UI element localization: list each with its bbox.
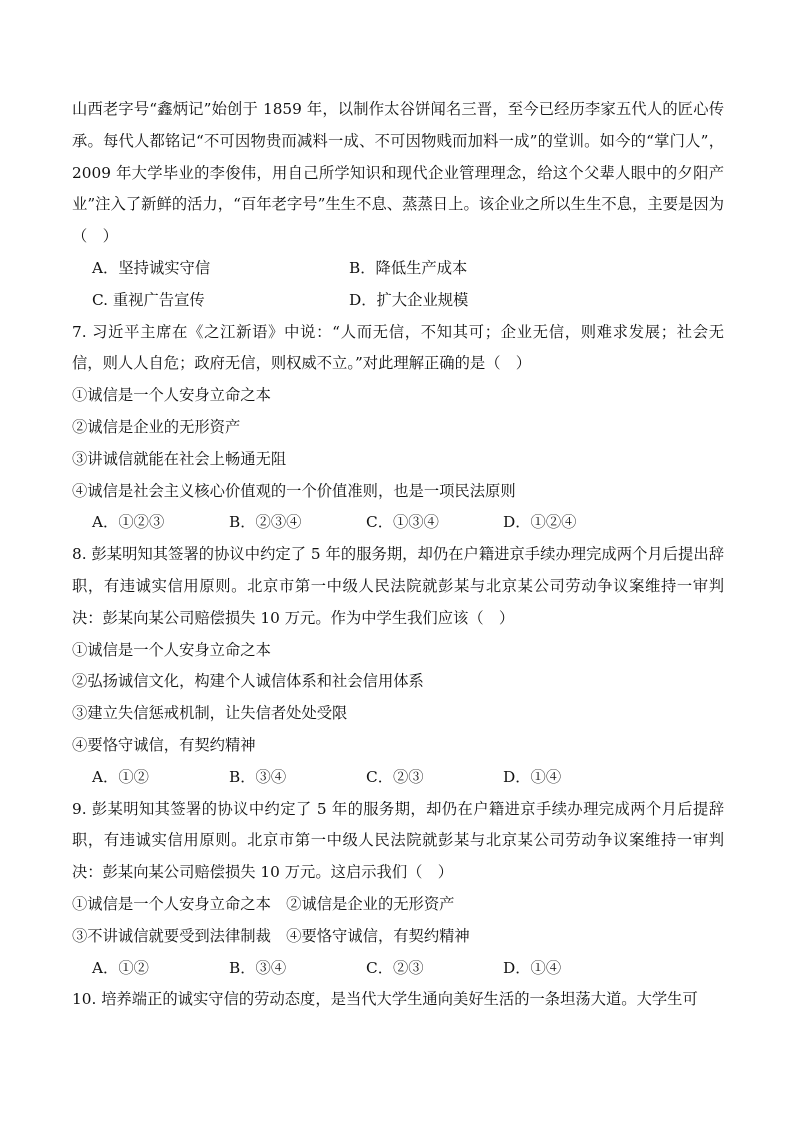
question-8-item-2: ②弘扬诚信文化，构建个人诚信体系和社会信用体系 <box>72 672 424 691</box>
question-8-option-b: B．③④ <box>229 767 287 786</box>
question-7-item-2: ②诚信是企业的无形资产 <box>72 417 241 436</box>
question-8-item-1: ①诚信是一个人安身立命之本 <box>72 640 271 659</box>
question-9-options <box>72 953 724 985</box>
question-7-item-4: ④诚信是社会主义核心价值观的一个价值准则，也是一项民法原则 <box>72 481 516 500</box>
question-6-options-row-2 <box>72 285 724 317</box>
question-9-option-c: C．②③ <box>366 958 424 977</box>
question-7-option-a: A．①②③ <box>92 513 165 532</box>
question-6-options-row-1 <box>72 253 724 285</box>
question-8-option-a: A．①② <box>92 767 149 786</box>
question-6-stem: 山西老字号“鑫炳记”始创于 1859 年，以制作太谷饼闻名三晋，至今已经历李家五代人的匠心传承。每代人都铭记“不可因物贵而减料一成、不可因物贱而加料一成”的堂训。如今的“掌门人”，2009 年大学毕业的李俊伟，用自己所学知识和现代企业管理理念，给这个父辈人眼中的夕阳产业”注入了新鲜的活力，“百年老字号”生生不息、蒸蒸日上。该企业之所以生生不息，主要是因为（ ） <box>72 100 724 246</box>
question-8-item-3: ③建立失信惩戒机制，让失信者处处受限 <box>72 704 348 723</box>
exam-page <box>72 94 724 1016</box>
question-9-option-d: D．①④ <box>503 958 562 977</box>
question-9-items-row-2: ③不讲诚信就要受到法律制裁 ④要恪守诚信，有契约精神 <box>72 926 470 945</box>
question-9-option-a: A．①② <box>92 958 149 977</box>
question-6-option-c: C. 重视广告宣传 <box>92 290 205 309</box>
question-9-stem: 9. 彭某明知其签署的协议中约定了 5 年的服务期，却仍在户籍进京手续办理完成两个月后提辞职，有违诚实信用原则。北京市第一中级人民法院就彭某与北京某公司劳动争议案维持一审判决：彭某向某公司赔偿损失 10 万元。这启示我们（ ） <box>72 799 724 882</box>
question-7-options <box>72 507 724 539</box>
question-8-options <box>72 762 724 794</box>
question-8-item-4: ④要恪守诚信，有契约精神 <box>72 735 256 754</box>
question-7-item-1: ①诚信是一个人安身立命之本 <box>72 386 271 405</box>
question-8-option-d: D．①④ <box>503 767 562 786</box>
question-7-option-b: B．②③④ <box>229 513 302 532</box>
question-7-stem: 7. 习近平主席在《之江新语》中说：“人而无信，不知其可；企业无信，则难求发展；社会无信，则人人自危；政府无信，则权威不立。”对此理解正确的是（ ） <box>72 322 724 373</box>
question-8-stem: 8. 彭某明知其签署的协议中约定了 5 年的服务期，却仍在户籍进京手续办理完成两个月后提出辞职，有违诚实信用原则。北京市第一中级人民法院就彭某与北京某公司劳动争议案维持一审判决：彭某向某公司赔偿损失 10 万元。作为中学生我们应该（ ） <box>72 545 724 627</box>
question-7-option-c: C．①③④ <box>366 513 439 532</box>
question-8-option-c: C．②③ <box>366 767 424 786</box>
question-6-option-a: A．坚持诚实守信 <box>92 258 211 277</box>
question-10-stem: 10. 培养端正的诚实守信的劳动态度，是当代大学生通向美好生活的一条坦荡大道。大学生可 <box>72 990 698 1009</box>
question-9-items-row-1: ①诚信是一个人安身立命之本 ②诚信是企业的无形资产 <box>72 894 455 913</box>
question-7-item-3: ③讲诚信就能在社会上畅通无阻 <box>72 449 287 468</box>
question-6-option-b: B．降低生产成本 <box>349 258 468 277</box>
question-6-option-d: D．扩大企业规模 <box>349 290 469 309</box>
question-7-option-d: D．①②④ <box>503 513 577 532</box>
question-9-option-b: B．③④ <box>229 958 287 977</box>
